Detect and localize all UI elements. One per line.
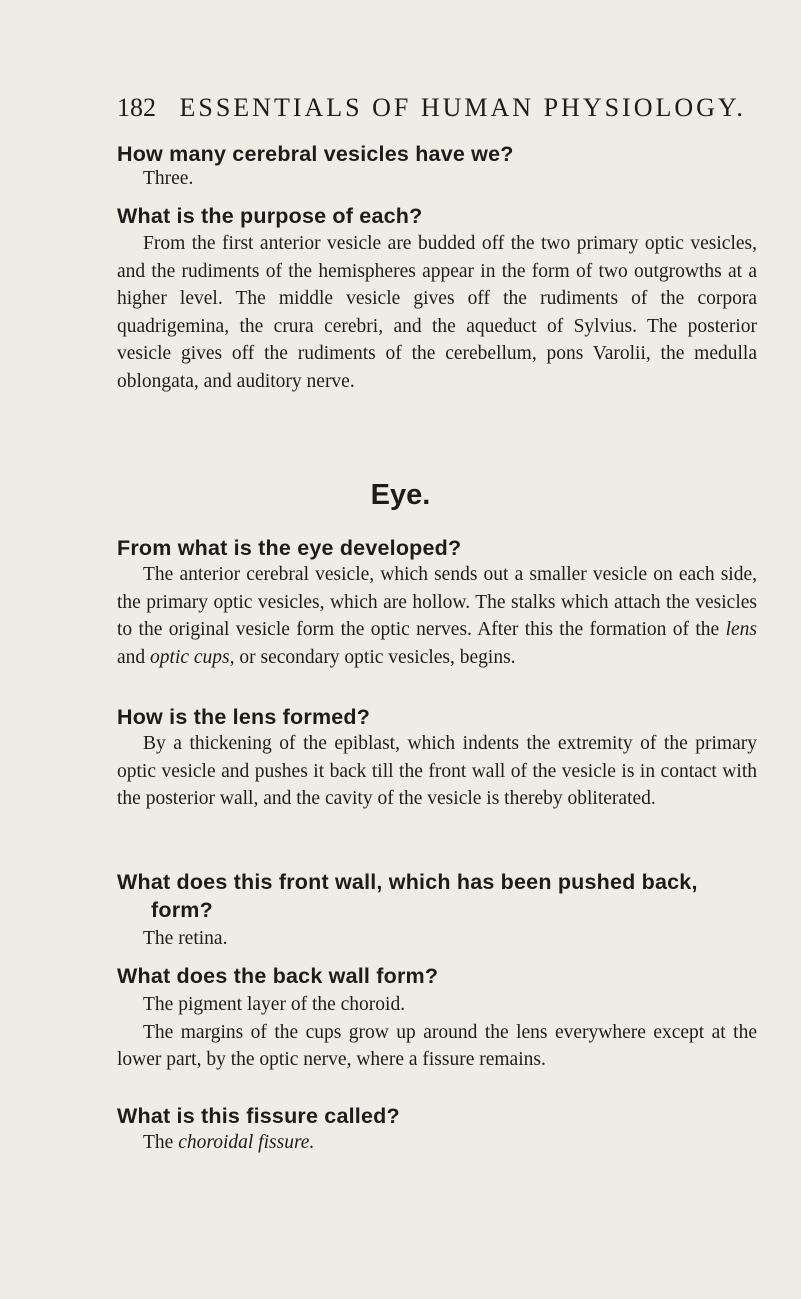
question-lens-formed: How is the lens formed? — [117, 705, 371, 729]
answer-eye-developed — [117, 561, 757, 671]
answer-text: The — [143, 1132, 174, 1153]
answer-italic-optic-cups: optic cups, — [150, 646, 235, 668]
page-number: 182 — [117, 93, 156, 122]
answer-text: From the first anterior vesicle are budded off the two primary optic vesicles, and the rudiments of the hemispheres appear in the form of two outgrowths at a higher level. The middle vesicle gives off the rudiments of the corpora quadrigemina, the crura cerebri, and the aqueduct of Sylvius. The posterior vesicle gives off the rudiments of the cerebellum, pons Varolii, the medulla oblongata, and auditory nerve. — [117, 233, 757, 392]
question-eye-developed: From what is the eye developed? — [117, 536, 462, 560]
running-title: ESSENTIALS OF HUMAN PHYSIOLOGY. — [179, 93, 746, 122]
question-purpose-each: What is the purpose of each? — [117, 204, 423, 228]
question-front-wall — [117, 868, 757, 924]
question-line: form? — [151, 898, 213, 922]
answer-italic-lens: lens — [725, 619, 758, 640]
answer-text: The pigment layer of the choroid. — [143, 994, 406, 1015]
answer-text: The retina. — [143, 928, 228, 949]
answer-paragraph — [117, 561, 757, 671]
answer-paragraph — [117, 1129, 757, 1157]
answer-text: The anterior cerebral vesicle, which sends out a smaller vesicle on each side, the primary optic vesicles, which are hollow. The stalks which attach the vesicles to the original vesicle form the optic nerves. After this the formation of the — [117, 564, 757, 640]
question-cerebral-vesicles: How many cerebral vesicles have we? — [117, 142, 514, 166]
answer-text: The margins of the cups grow up around the lens everywhere except at the lower part, by the optic nerve, where a fissure remains. — [117, 1021, 757, 1070]
question-back-wall: What does the back wall form? — [117, 964, 439, 988]
answer-text: By a thickening of the epiblast, which indents the extremity of the primary optic vesicle and pushes it back till the front wall of the vesicle is in contact with the posterior wall, and the cavity of the vesicle is thereby obliterated. — [117, 733, 757, 809]
question-fissure-name: What is this fissure called? — [117, 1104, 400, 1128]
answer-italic-choroidal-fissure: choroidal fissure. — [178, 1132, 315, 1153]
answer-purpose-each — [117, 230, 757, 395]
answer-text: and — [117, 646, 146, 668]
answer-fissure-name — [117, 1129, 757, 1157]
answer-back-wall — [117, 991, 757, 1074]
answer-cerebral-vesicles — [117, 165, 757, 193]
section-title: Eye. — [370, 479, 431, 511]
answer-text: Three. — [143, 168, 194, 189]
answer-front-wall — [117, 925, 757, 953]
running-header — [117, 93, 757, 123]
answer-lens-formed — [117, 730, 757, 813]
answer-text: or secondary optic vesicles, begins. — [239, 646, 516, 668]
question-line: What does this front wall, which has been pushed back, — [117, 870, 698, 894]
